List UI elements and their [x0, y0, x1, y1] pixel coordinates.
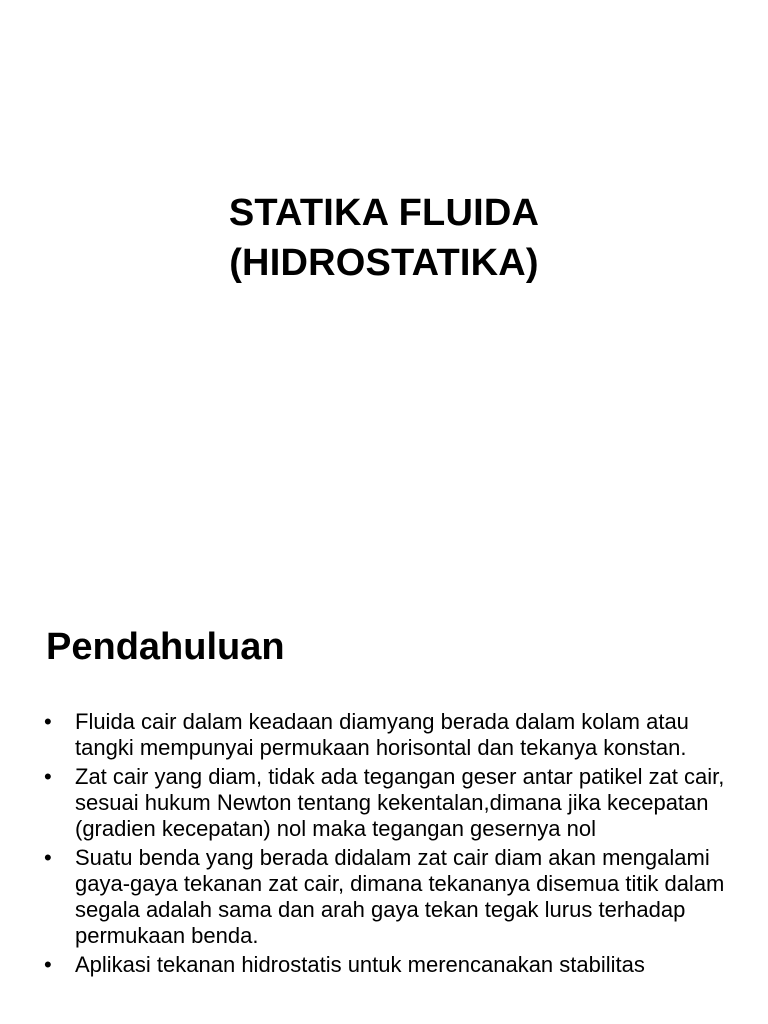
list-item-text: Aplikasi tekanan hidrostatis untuk merencanakan stabilitas — [75, 952, 645, 977]
bullet-icon: • — [44, 952, 52, 977]
list-item — [44, 845, 734, 949]
list-item-text: Zat cair yang diam, tidak ada tegangan geser antar patikel zat cair, sesuai hukum Newton tentang kekentalan,dimana jika kecepatan (gradien kecepatan) nol maka tegangan gesernya nol — [75, 764, 725, 841]
bullet-icon: • — [44, 764, 52, 789]
bullet-icon: • — [44, 845, 52, 870]
list-item — [44, 709, 734, 761]
list-item — [44, 952, 734, 978]
list-item — [44, 764, 734, 842]
bullet-list — [44, 709, 734, 981]
slide-title-line-1: STATIKA FLUIDA — [228, 192, 540, 234]
bullet-icon: • — [44, 709, 52, 734]
slide-title-line-2: (HIDROSTATIKA) — [229, 242, 539, 284]
list-item-text: Fluida cair dalam keadaan diamyang berada dalam kolam atau tangki mempunyai permukaan horisontal dan tekanya konstan. — [75, 709, 689, 760]
list-item-text: Suatu benda yang berada didalam zat cair diam akan mengalami gaya-gaya tekanan zat cair, dimana tekananya disemua titik dalam segala adalah sama dan arah gaya tekan tegak lurus terhadap permukaan benda. — [75, 845, 725, 948]
slide-title — [0, 188, 768, 288]
section-heading: Pendahuluan — [46, 626, 285, 668]
